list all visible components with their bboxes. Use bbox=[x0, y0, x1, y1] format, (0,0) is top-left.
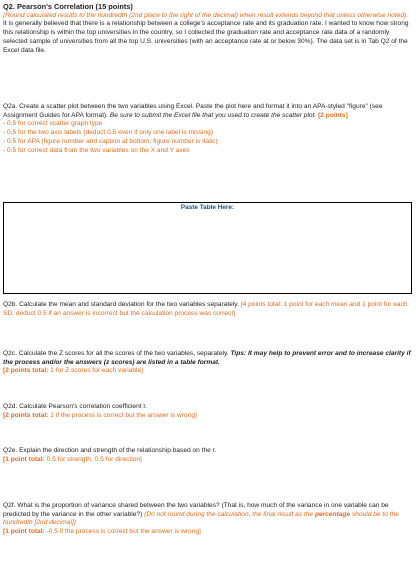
q2e-section bbox=[3, 447, 413, 464]
q2-header bbox=[3, 3, 413, 55]
q2c-text bbox=[3, 350, 413, 367]
q2d-points-text: 1 if the process is correct but the answer is wrong] bbox=[48, 411, 197, 419]
q2c-points bbox=[3, 367, 413, 376]
q2a-instruction: Be sure to submit the Excel file that you used to create the scatter plot. bbox=[109, 111, 317, 119]
q2b-points: [4 points total: 1 point for each mean and 1 point for each SD, deduct 0.5 if an answer is incorrect but the calculation process was correct] bbox=[3, 301, 408, 317]
q2b-section bbox=[3, 301, 413, 318]
q2a-points: [2 points] bbox=[318, 111, 348, 119]
q2d-section bbox=[3, 403, 413, 420]
q2c-prompt: Q2c. Calculate the Z scores for all the scores of the two variables, separately. bbox=[3, 350, 229, 357]
q2a-prompt: Q2a. Create a scatter plot between the two variables using Excel. Paste the plot here and format it into an APA-styled "figure" (see Assignment Guides for APA format). bbox=[3, 103, 383, 119]
q2c-points-text: 1 for Z scores for each variable] bbox=[48, 367, 143, 375]
q2e-points bbox=[3, 456, 413, 465]
q2f-points-text: -0.5 if the process is correct but the answer is wrong] bbox=[44, 528, 201, 536]
q2c-section bbox=[3, 350, 413, 376]
paste-table-label: Paste Table Here: bbox=[180, 204, 235, 211]
q2e-prompt: Q2e. Explain the direction and strength of the relationship based on the r. bbox=[3, 447, 217, 454]
q2f-points bbox=[3, 528, 413, 537]
q2f-points-label: [1 point total: bbox=[3, 528, 45, 536]
q2f-text bbox=[3, 502, 413, 528]
q2d-prompt: Q2d. Calculate Pearson's correlation coefficient r. bbox=[3, 403, 148, 410]
q2c-tip: Tips: It may help to prevent error and to increase clarity if the process and/or the answers (z scores) are listed in a table format. bbox=[3, 350, 411, 366]
q2-intro: It is generally believed that there is a relationship between a college's acceptance rate and its graduation rate. I wanted to know how strong this relationship is within the top universities in the country, so I collected the graduation rate and acceptance rate data of a randomly selected sample of universities from all the top U.S. universities (with an acceptance rate at or below 30%). The data set is in Tab Q2 of the Excel data file. bbox=[3, 20, 409, 54]
q2b-prompt: Q2b. Calculate the mean and standard deviation for the two variables separately. bbox=[3, 301, 239, 308]
q2a-rubric-item: - 0.5 for the two axis labels (deduct 0.5 even if only one label is missing) bbox=[3, 129, 214, 137]
q2f-prompt: Q2f. What is the proportion of variance shared between the two variables? (That is, how much of the variance in one variable can be predicted by the variance in the other variable?) bbox=[3, 502, 389, 518]
q2b-text bbox=[3, 301, 413, 318]
q2a-rubric-item: - 0.5 for correct data from the two variables on the X and Y axes bbox=[3, 146, 190, 154]
q2a-section bbox=[3, 103, 413, 155]
q2f-note-pre: (Do not round during the calculation, the final result as the bbox=[144, 510, 314, 518]
q2a-text bbox=[3, 103, 413, 120]
q2e-points-text: 0.5 for strength, 0.5 for direction] bbox=[44, 455, 142, 463]
q2c-points-label: [2 points total: bbox=[3, 367, 49, 375]
q2e-points-label: [1 point total: bbox=[3, 455, 45, 463]
q2a-rubric-item: - 0.5 for APA (figure number and caption at bottom, figure number is italic) bbox=[3, 137, 218, 145]
q2f-note-emphasis: percentage bbox=[314, 510, 351, 518]
q2d-points bbox=[3, 412, 413, 421]
paste-table-box[interactable] bbox=[3, 202, 412, 294]
q2a-rubric-item: - 0.5 for correct scatter graph type bbox=[3, 120, 103, 128]
q2-title: Q2. Pearson's Correlation (15 points) bbox=[3, 2, 133, 11]
q2f-section bbox=[3, 502, 413, 537]
q2d-points-label: [2 points total: bbox=[3, 411, 49, 419]
q2-rounding-note: (Round calculated results to the hundredth (2nd place to the right of the decimal) when result extends beyond that unless otherwise noted). bbox=[3, 11, 409, 19]
q2f-note-post: should be to the hundredth [2nd decimal]) bbox=[3, 510, 399, 527]
